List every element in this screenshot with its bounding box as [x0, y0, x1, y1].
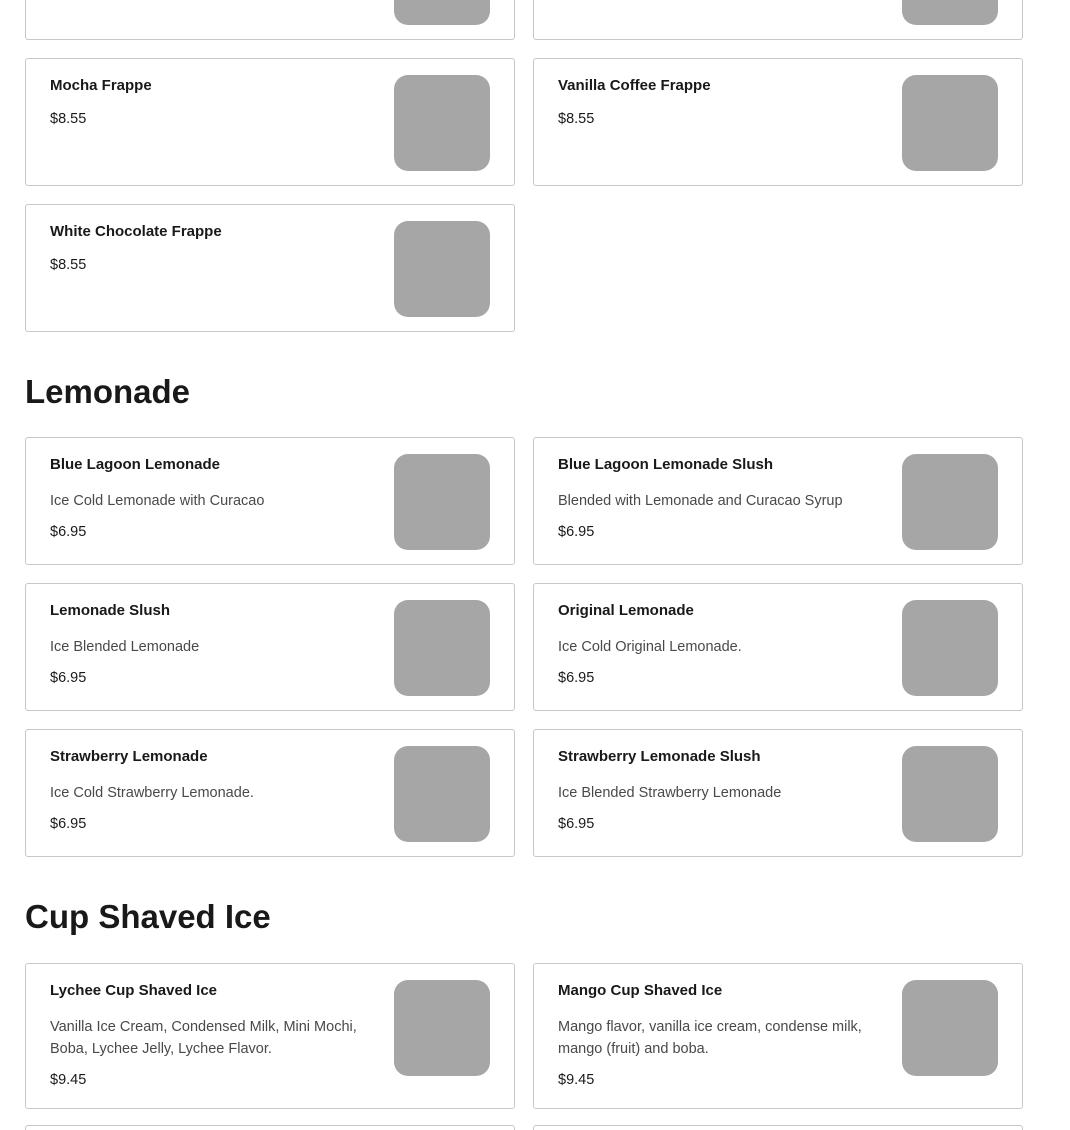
- item-name: White Chocolate Frappe: [50, 223, 222, 240]
- item-name: Blue Lagoon Lemonade Slush: [558, 456, 774, 473]
- item-image: [394, 746, 490, 842]
- item-image: [394, 454, 490, 550]
- item-price: $6.95: [558, 816, 595, 832]
- item-image: [902, 746, 998, 842]
- section-title-cup-shaved-ice: Cup Shaved Ice: [25, 898, 271, 935]
- item-name: Strawberry Lemonade: [50, 748, 208, 765]
- item-name: Original Lemonade: [558, 602, 694, 619]
- item-price: $8.55: [50, 111, 87, 127]
- item-price: $8.55: [50, 257, 87, 273]
- menu-item-card[interactable]: [533, 583, 1023, 711]
- menu-item-card[interactable]: [25, 963, 515, 1109]
- item-image: [394, 980, 490, 1076]
- item-name: Lemonade Slush: [50, 602, 171, 619]
- item-description: Ice Cold Lemonade with Curacao: [50, 493, 265, 509]
- item-image: [902, 0, 998, 25]
- item-price: $9.45: [50, 1072, 87, 1088]
- menu-item-card[interactable]: [25, 0, 515, 40]
- menu-item-card[interactable]: [25, 204, 515, 332]
- item-name: Vanilla Coffee Frappe: [558, 77, 711, 94]
- item-price: $6.95: [50, 524, 87, 540]
- menu-item-card[interactable]: [25, 1125, 515, 1130]
- item-image: [902, 75, 998, 171]
- menu-item-card[interactable]: [533, 1125, 1023, 1130]
- item-price: $6.95: [558, 524, 595, 540]
- item-image: [394, 0, 490, 25]
- menu-item-card[interactable]: [533, 963, 1023, 1109]
- menu-item-card[interactable]: [25, 437, 515, 565]
- item-description: Vanilla Ice Cream, Condensed Milk, Mini Mochi, Boba, Lychee Jelly, Lychee Flavor.: [50, 1019, 357, 1057]
- menu-item-card[interactable]: [533, 58, 1023, 186]
- item-name: Lychee Cup Shaved Ice: [50, 982, 218, 999]
- item-image: [902, 980, 998, 1076]
- menu-item-card[interactable]: [25, 58, 515, 186]
- item-description: Blended with Lemonade and Curacao Syrup: [558, 493, 843, 509]
- section-title-lemonade: Lemonade: [25, 373, 191, 410]
- item-price: $6.95: [50, 816, 87, 832]
- item-price: $9.45: [558, 1072, 595, 1088]
- item-image: [394, 75, 490, 171]
- item-description: Mango flavor, vanilla ice cream, condense milk, mango (fruit) and boba.: [558, 1019, 862, 1057]
- item-description: Ice Blended Strawberry Lemonade: [558, 785, 782, 801]
- item-name: Blue Lagoon Lemonade: [50, 456, 221, 473]
- item-image: [902, 454, 998, 550]
- menu-item-card[interactable]: [533, 0, 1023, 40]
- item-image: [902, 600, 998, 696]
- item-price: $6.95: [50, 670, 87, 686]
- item-description: Ice Blended Lemonade: [50, 639, 200, 655]
- menu-item-card[interactable]: [533, 729, 1023, 857]
- item-description: Ice Cold Original Lemonade.: [558, 639, 742, 655]
- menu-item-card[interactable]: [25, 583, 515, 711]
- menu-item-card[interactable]: [25, 729, 515, 857]
- item-name: Mango Cup Shaved Ice: [558, 982, 723, 999]
- item-price: $8.55: [558, 111, 595, 127]
- item-price: $6.95: [558, 670, 595, 686]
- menu-item-card[interactable]: [533, 437, 1023, 565]
- item-image: [394, 221, 490, 317]
- item-description: Ice Cold Strawberry Lemonade.: [50, 785, 254, 801]
- item-name: Strawberry Lemonade Slush: [558, 748, 761, 765]
- item-image: [394, 600, 490, 696]
- item-name: Mocha Frappe: [50, 77, 152, 94]
